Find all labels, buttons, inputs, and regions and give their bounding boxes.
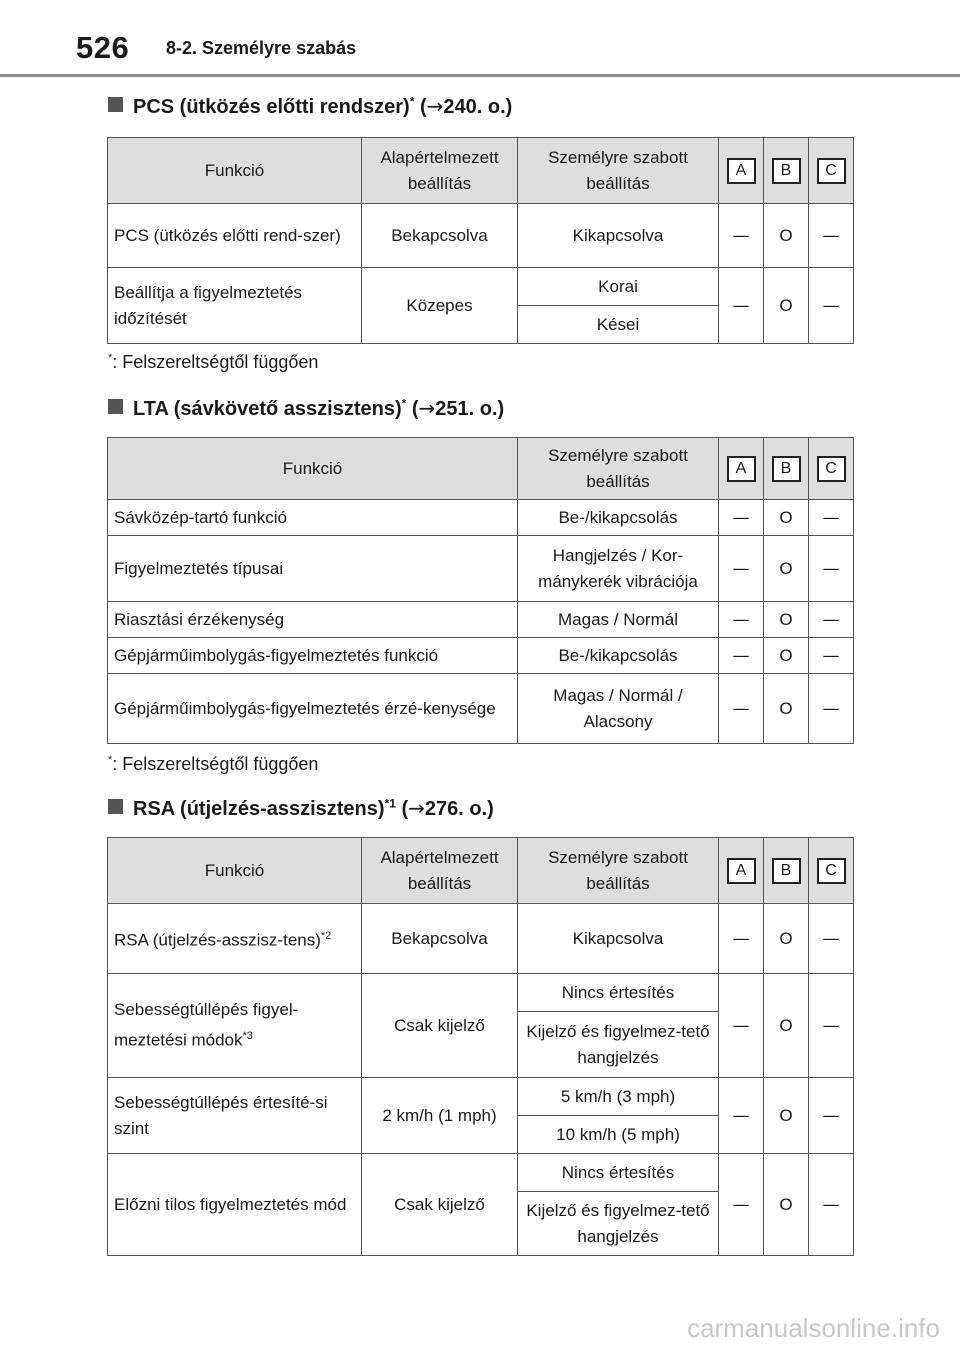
col-funkcio: Funkció (108, 838, 362, 904)
lta-table (107, 437, 854, 744)
row-option: 10 km/h (5 mph) (518, 1116, 719, 1154)
table-row (108, 974, 854, 1012)
method-a-badge: A (727, 456, 756, 482)
bullet-square-icon (108, 97, 123, 112)
method-a-cell: — (719, 974, 764, 1078)
method-a-badge: A (727, 158, 756, 184)
method-c-cell: — (809, 638, 854, 674)
row-default: Csak kijelző (362, 1154, 518, 1256)
row-default: Közepes (362, 268, 518, 344)
method-b-cell: O (764, 268, 809, 344)
table-row (108, 904, 854, 974)
method-b-cell: O (764, 904, 809, 974)
method-c-badge: C (817, 456, 846, 482)
method-b-badge: B (772, 158, 801, 184)
pcs-table (107, 137, 854, 344)
pcs-footnote: *: Felszereltségtől függően (108, 352, 319, 372)
row-option: Magas / Normál (518, 602, 719, 638)
method-c-cell: — (809, 268, 854, 344)
chapter-title: 8-2. Személyre szabás (166, 38, 357, 58)
method-b-cell: O (764, 500, 809, 536)
pcs-heading: PCS (ütközés előtti rendszer)* (→240. o.) (108, 94, 512, 119)
method-a-cell: — (719, 1078, 764, 1154)
row-default: Bekapcsolva (362, 204, 518, 268)
method-b-badge: B (772, 456, 801, 482)
method-b-cell: O (764, 974, 809, 1078)
table-row (108, 602, 854, 638)
lta-page-ref[interactable]: 251. o.) (435, 398, 505, 420)
row-option: Magas / Normál / Alacsony (518, 674, 719, 744)
header-divider (0, 74, 960, 77)
method-a-cell: — (719, 674, 764, 744)
rsa-heading: RSA (útjelzés-asszisztens)$^{*1}$ (→276. o.) (108, 796, 494, 821)
arrow-right-icon: → (418, 396, 436, 420)
row-option: Kései (518, 306, 719, 344)
row-option: Be-/kikapcsolás (518, 500, 719, 536)
row-option: Kijelző és figyelmez-tető hangjelzés (518, 1012, 719, 1078)
row-default: Csak kijelző (362, 974, 518, 1078)
bullet-square-icon (108, 799, 123, 814)
row-function: Sebességtúllépés értesíté-si szint (108, 1078, 362, 1154)
row-function: Gépjárműimbolygás-figyelmeztetés érzé-kenysége (108, 674, 518, 744)
method-c-cell: — (809, 904, 854, 974)
pcs-page-ref[interactable]: 240. o.) (443, 96, 513, 118)
row-option: Nincs értesítés (518, 974, 719, 1012)
row-function: PCS (ütközés előtti rend-szer) (108, 204, 362, 268)
row-option: Korai (518, 268, 719, 306)
table-row (108, 500, 854, 536)
row-function: RSA (útjelzés-asszisz-tens)$^{*2}$ (108, 904, 362, 974)
method-a-cell: — (719, 500, 764, 536)
row-default: Bekapcsolva (362, 904, 518, 974)
lta-footnote: *: Felszereltségtől függően (108, 754, 319, 774)
row-function: Gépjárműimbolygás-figyelmeztetés funkció (108, 638, 518, 674)
bullet-square-icon (108, 399, 123, 414)
col-alapertelmezett: Alapértelmezett beállítás (362, 838, 518, 904)
method-c-cell: — (809, 1078, 854, 1154)
table-row (108, 638, 854, 674)
rsa-table (107, 837, 854, 1256)
method-c-cell: — (809, 974, 854, 1078)
row-option: Kijelző és figyelmez-tető hangjelzés (518, 1192, 719, 1256)
row-option: Nincs értesítés (518, 1154, 719, 1192)
table-row (108, 1154, 854, 1192)
method-a-cell: — (719, 268, 764, 344)
method-b-cell: O (764, 638, 809, 674)
row-option: 5 km/h (3 mph) (518, 1078, 719, 1116)
table-header-row (108, 138, 854, 204)
method-c-badge: C (817, 858, 846, 884)
table-row (108, 204, 854, 268)
table-row (108, 1078, 854, 1116)
lta-heading: LTA (sávkövető asszisztens)* (→251. o.) (108, 396, 504, 421)
table-row (108, 674, 854, 744)
row-option: Hangjelzés / Kor-mánykerék vibrációja (518, 536, 719, 602)
method-a-cell: — (719, 536, 764, 602)
method-a-badge: A (727, 858, 756, 884)
arrow-right-icon: → (426, 94, 444, 118)
method-c-cell: — (809, 602, 854, 638)
page-number: 526 (76, 30, 130, 65)
col-funkcio: Funkció (108, 138, 362, 204)
row-option: Be-/kikapcsolás (518, 638, 719, 674)
rsa-page-ref[interactable]: 276. o.) (424, 798, 494, 820)
col-szemelyre-szabott: Személyre szabott beállítás (518, 138, 719, 204)
col-szemelyre-szabott: Személyre szabott beállítás (518, 438, 719, 500)
method-b-cell: O (764, 536, 809, 602)
method-c-badge: C (817, 158, 846, 184)
row-function: Sebességtúllépés figyel-meztetési módok$^{*3}$ (108, 974, 362, 1078)
col-alapertelmezett: Alapértelmezett beállítás (362, 138, 518, 204)
method-c-cell: — (809, 500, 854, 536)
method-a-cell: — (719, 638, 764, 674)
row-option: Kikapcsolva (518, 904, 719, 974)
method-b-badge: B (772, 858, 801, 884)
page-header (0, 0, 960, 80)
table-header-row (108, 438, 854, 500)
table-header-row (108, 838, 854, 904)
row-function: Sávközép-tartó funkció (108, 500, 518, 536)
method-a-cell: — (719, 602, 764, 638)
col-szemelyre-szabott: Személyre szabott beállítás (518, 838, 719, 904)
method-c-cell: — (809, 1154, 854, 1256)
method-c-cell: — (809, 674, 854, 744)
row-function: Riasztási érzékenység (108, 602, 518, 638)
method-b-cell: O (764, 204, 809, 268)
method-a-cell: — (719, 204, 764, 268)
row-option: Kikapcsolva (518, 204, 719, 268)
watermark: carmanualsonline.info (687, 1313, 940, 1343)
method-b-cell: O (764, 674, 809, 744)
method-b-cell: O (764, 1078, 809, 1154)
table-row (108, 536, 854, 602)
arrow-right-icon: → (408, 796, 425, 820)
table-row (108, 268, 854, 306)
method-b-cell: O (764, 1154, 809, 1256)
row-function: Előzni tilos figyelmeztetés mód (108, 1154, 362, 1256)
method-b-cell: O (764, 602, 809, 638)
method-c-cell: — (809, 204, 854, 268)
row-function: Figyelmeztetés típusai (108, 536, 518, 602)
method-a-cell: — (719, 904, 764, 974)
row-function: Beállítja a figyelmeztetés időzítését (108, 268, 362, 344)
method-c-cell: — (809, 536, 854, 602)
row-default: 2 km/h (1 mph) (362, 1078, 518, 1154)
col-funkcio: Funkció (108, 438, 518, 500)
method-a-cell: — (719, 1154, 764, 1256)
